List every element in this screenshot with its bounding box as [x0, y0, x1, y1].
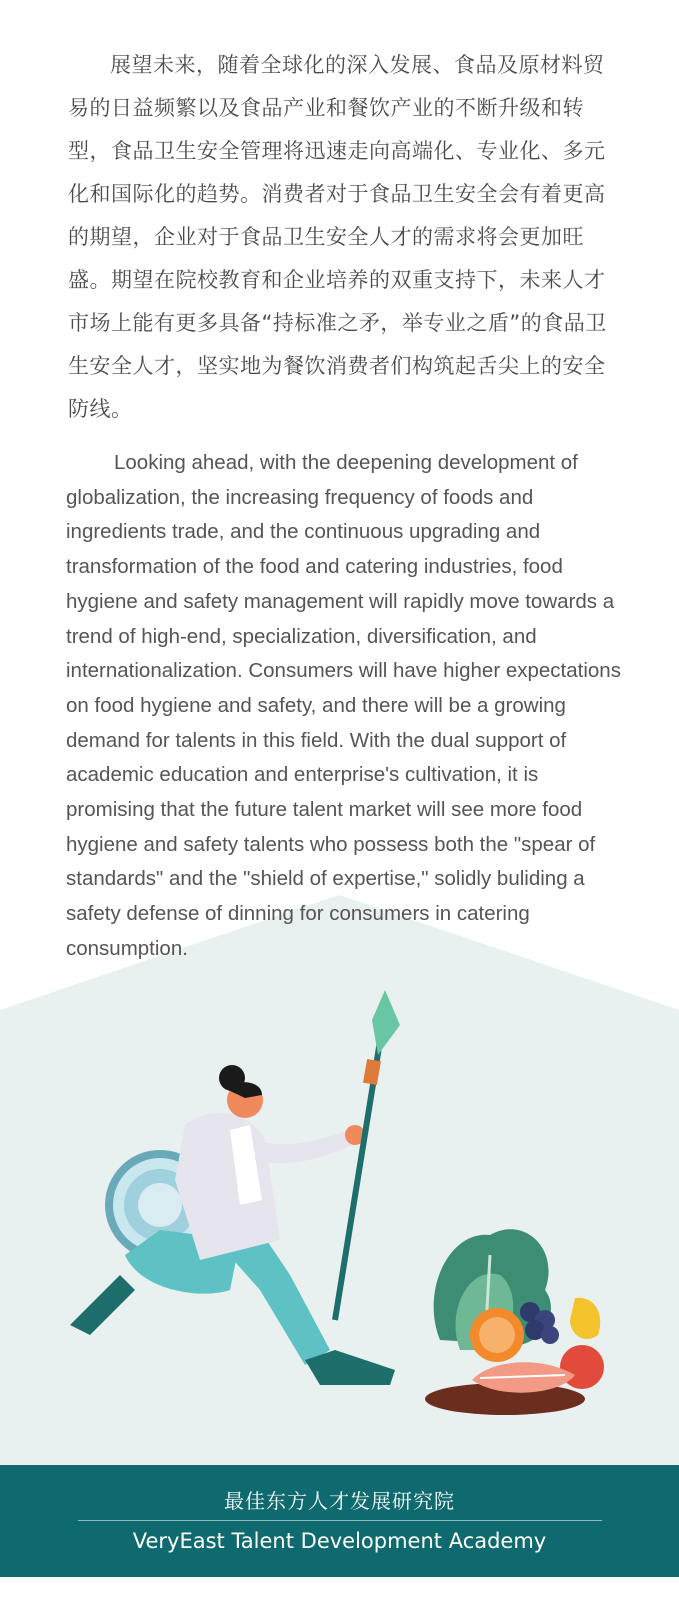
footer-name-english: VeryEast Talent Development Academy — [132, 1529, 547, 1553]
footer-name-chinese: 最佳东方人才发展研究院 — [224, 1489, 455, 1513]
footer-banner — [0, 1465, 679, 1577]
paragraph-english: Looking ahead, with the deepening development of globalization, the increasing frequency of foods and ingredients trade, and the continuous upgrading and transformation of the food and catering industries, food hygiene and safety management will rapidly move towards a trend of high-end, specialization, diversification, and internationalization. Consumers will have higher expectations on food hygiene and safety, and there will be a growing demand for talents in this field. With the dual support of academic education and enterprise's cultivation, it is promising that the future talent market will see more food hygiene and safety talents who possess both the "spear of standards" and the "shield of expertise," solidly buliding a safety defense of dinning for consumers in catering consumption. — [66, 451, 621, 960]
food-group-icon — [425, 1229, 604, 1415]
spear-shield-illustration — [0, 990, 679, 1460]
bottom-strip — [0, 1577, 679, 1600]
footer-divider — [78, 1520, 602, 1521]
paragraph-chinese: 展望未来，随着全球化的深入发展、食品及原材料贸易的日益频繁以及食品产业和餐饮产业的不断升级和转型，食品卫生安全管理将迅速走向高端化、专业化、多元化和国际化的趋势。消费者对于食品卫生安全会有着更高的期望，企业对于食品卫生安全人才的需求将会更加旺盛。期望在院校教育和企业培养的双重支持下，未来人才市场上能有更多具备“持标准之矛，举专业之盾”的食品卫生安全人才，坚实地为餐饮消费者们构筑起舌尖上的安全防线。 — [68, 53, 607, 421]
